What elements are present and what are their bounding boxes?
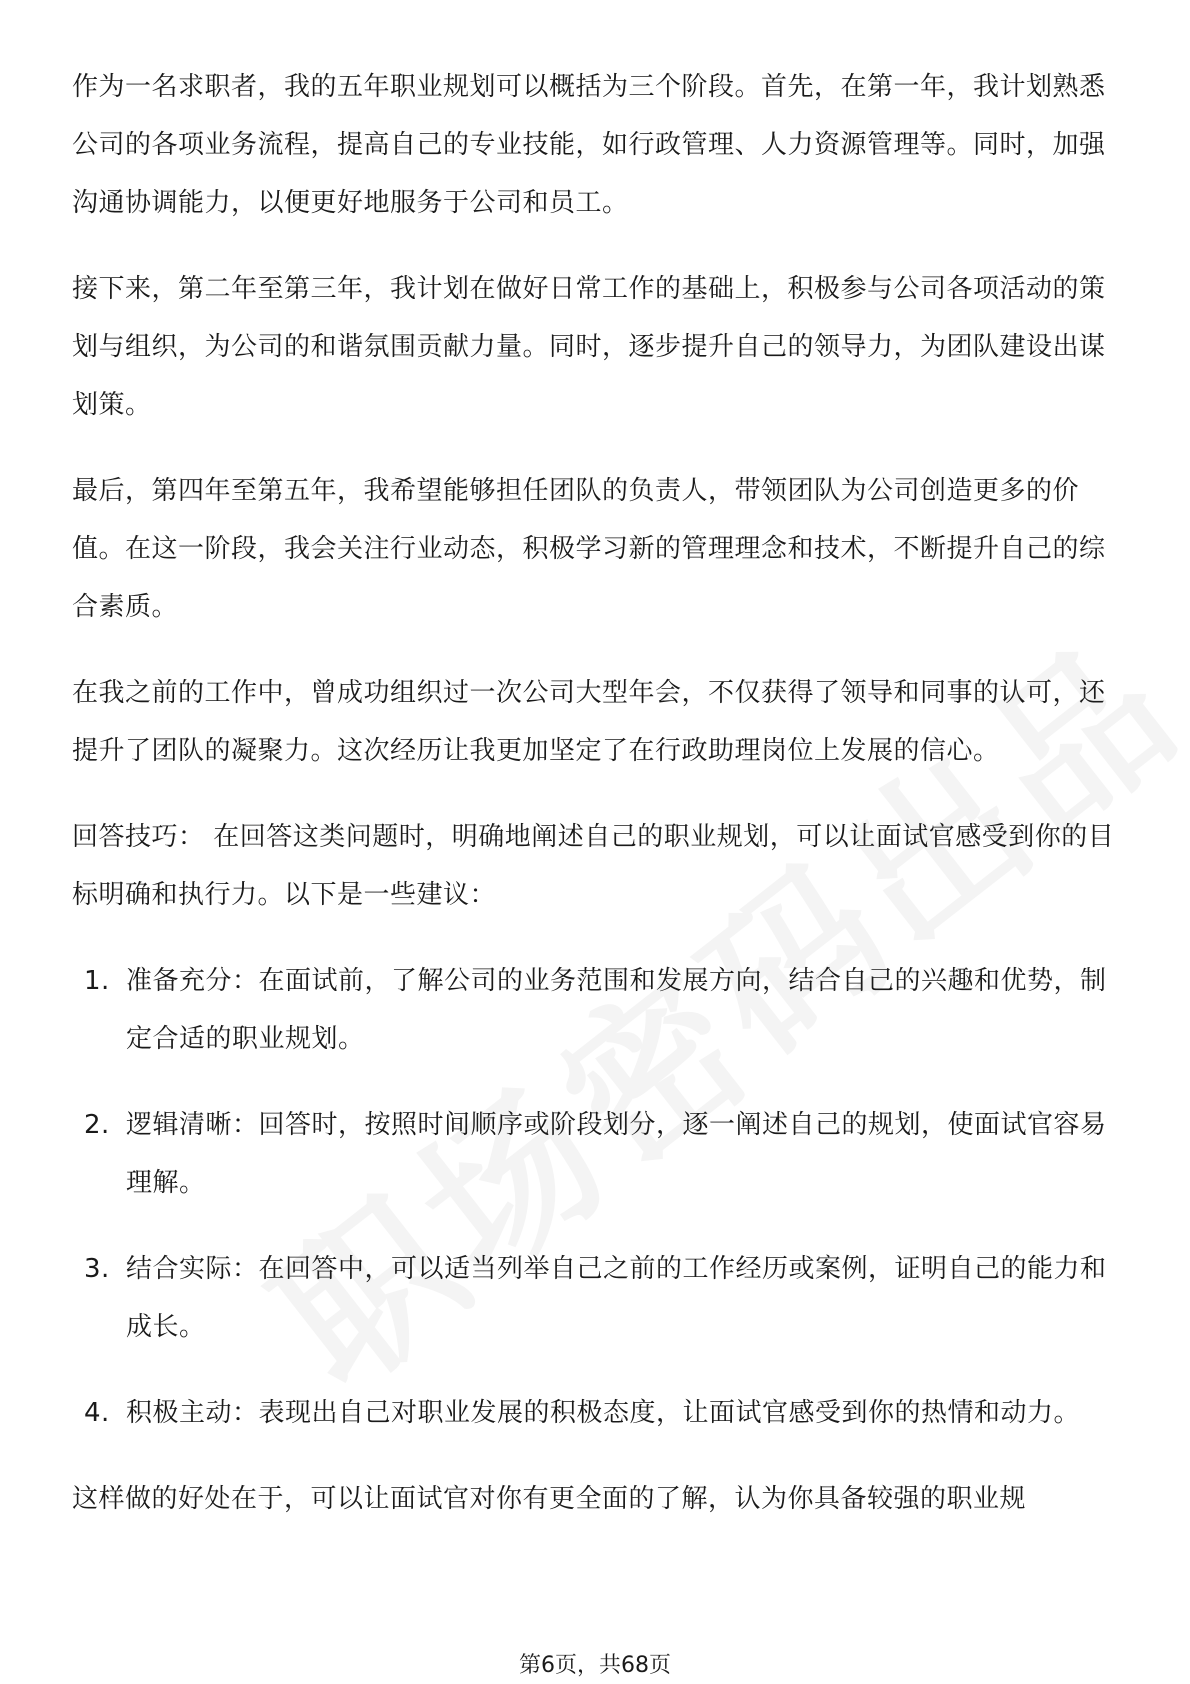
- list-item-text: 结合实际：在回答中，可以适当列举自己之前的工作经历或案例，证明自己的能力和成长。: [126, 1254, 1107, 1342]
- list-item: [72, 1096, 1122, 1212]
- list-item-text: 积极主动：表现出自己对职业发展的积极态度，让面试官感受到你的热情和动力。: [126, 1398, 1081, 1428]
- list-item: [72, 1240, 1122, 1356]
- paragraph-closing: 这样做的好处在于，可以让面试官对你有更全面的了解，认为你具备较强的职业规: [72, 1484, 1027, 1514]
- paragraph-second-third-year: 接下来，第二年至第三年，我计划在做好日常工作的基础上，积极参与公司各项活动的策划与组织，为公司的和谐氛围贡献力量。同时，逐步提升自己的领导力，为团队建设出谋划策。: [72, 274, 1106, 420]
- list-item-number: 4.: [84, 1398, 110, 1428]
- document-body: [72, 58, 1122, 1556]
- list-item: [72, 1384, 1122, 1442]
- list-item-text: 准备充分：在面试前，了解公司的业务范围和发展方向，结合自己的兴趣和优势，制定合适的职业规划。: [126, 966, 1107, 1054]
- list-item: [72, 952, 1122, 1068]
- list-item-text: 逻辑清晰：回答时，按照时间顺序或阶段划分，逐一阐述自己的规划，使面试官容易理解。: [126, 1110, 1107, 1198]
- page-number: 第6页，共68页: [519, 1653, 671, 1678]
- list-item-number: 2.: [84, 1110, 110, 1140]
- paragraph-career-plan: 作为一名求职者，我的五年职业规划可以概括为三个阶段。首先，在第一年，我计划熟悉公司的各项业务流程，提高自己的专业技能，如行政管理、人力资源管理等。同时，加强沟通协调能力，以便更好地服务于公司和员工。: [72, 72, 1106, 218]
- list-item-number: 3.: [84, 1254, 110, 1284]
- paragraph-past-experience: 在我之前的工作中，曾成功组织过一次公司大型年会，不仅获得了领导和同事的认可，还提升了团队的凝聚力。这次经历让我更加坚定了在行政助理岗位上发展的信心。: [72, 678, 1106, 766]
- list-item-number: 1.: [84, 966, 110, 996]
- paragraph-answer-tips: 回答技巧： 在回答这类问题时，明确地阐述自己的职业规划，可以让面试官感受到你的目标明确和执行力。以下是一些建议：: [72, 822, 1115, 910]
- paragraph-fourth-fifth-year: 最后，第四年至第五年，我希望能够担任团队的负责人，带领团队为公司创造更多的价值。在这一阶段，我会关注行业动态，积极学习新的管理理念和技术，不断提升自己的综合素质。: [72, 476, 1106, 622]
- tips-list: [72, 952, 1122, 1442]
